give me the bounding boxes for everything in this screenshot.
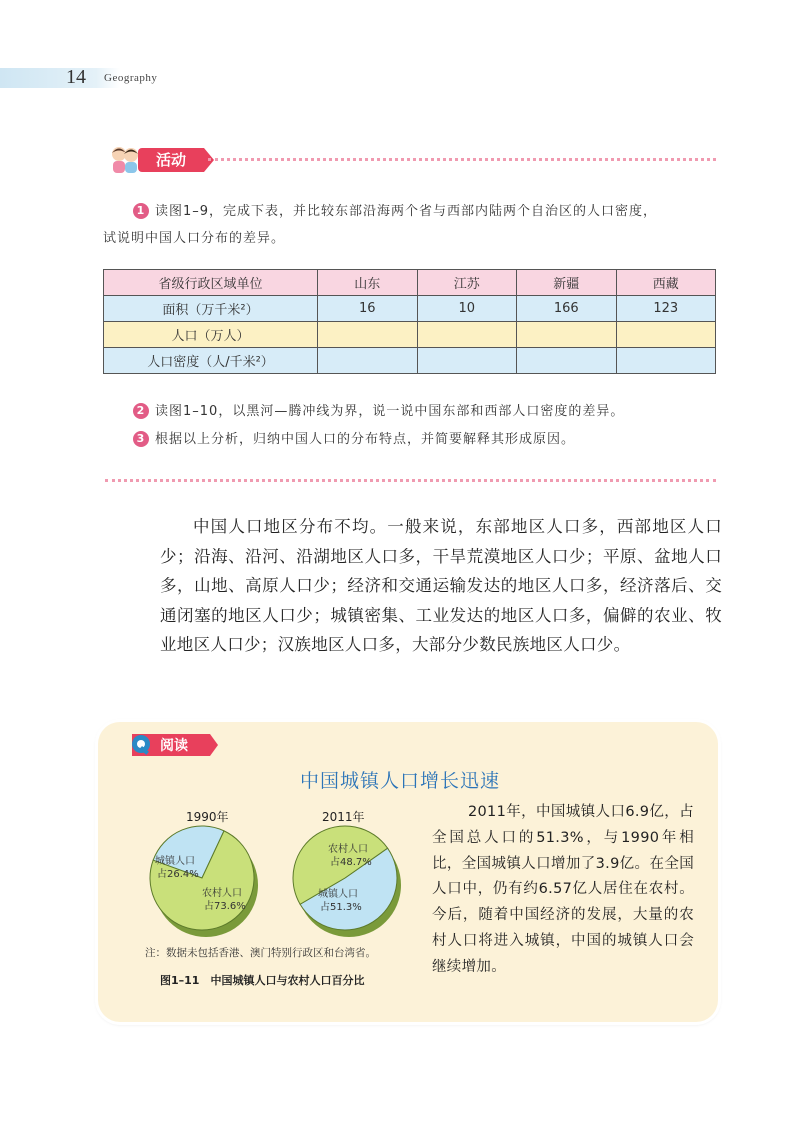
table-cell (417, 322, 517, 348)
pie1-year: 1990年 (186, 810, 229, 824)
table-row (104, 348, 716, 374)
table-cell: 166 (517, 296, 617, 322)
table-cell: 新疆 (517, 270, 617, 296)
table-cell (616, 322, 716, 348)
reading-title: 中国城镇人口增长迅速 (299, 770, 500, 792)
table-cell (417, 348, 517, 374)
table-row (104, 296, 716, 322)
pie2-rural-label: 农村人口 (328, 844, 368, 855)
reading-label: 阅读 (160, 738, 188, 754)
table-row (104, 322, 716, 348)
table-cell (517, 348, 617, 374)
pie2-rural-pct: 占48.7% (330, 857, 372, 868)
pie-charts (140, 820, 430, 945)
pie2-year: 2011年 (322, 810, 365, 824)
pie1-urban-label: 城镇人口 (155, 856, 195, 867)
chart-note: 注：数据未包括香港、澳门特别行政区和台湾省。 (145, 947, 376, 959)
table-cell: 山东 (318, 270, 418, 296)
question-2: 2 读图1–10，以黑河—腾冲线为界，说一说中国东部和西部人口密度的差异。 (133, 401, 723, 423)
header-bar (0, 68, 120, 88)
reading-text: 2011年，中国城镇人口6.9亿，占全国总人口的51.3%，与1990年相比，全国城镇人口增加了3.9亿。在全国人口中，仍有约6.57亿人居住在农村。今后，随着中国经济的发展，大量的农村人口将进入城镇，中国的城镇人口会继续增加。 (432, 804, 694, 975)
question-1-cont: 试说明中国人口分布的差异。 (103, 231, 286, 246)
table-cell (318, 322, 418, 348)
number-2-icon: 2 (133, 403, 149, 419)
question-1: 1 读图1–9，完成下表，并比较东部沿海两个省与西部内陆两个自治区的人口密度， (133, 201, 723, 223)
table-cell: 10 (417, 296, 517, 322)
question-3: 3 根据以上分析，归纳中国人口的分布特点，并简要解释其形成原因。 (133, 429, 723, 451)
data-table (103, 269, 716, 374)
table-cell (318, 348, 418, 374)
number-1-icon: 1 (133, 203, 149, 219)
subject-label: Geography (104, 72, 158, 84)
page-number: 14 (66, 66, 86, 88)
table-cell: 面积（万千米²） (104, 296, 318, 322)
table-cell: 西藏 (616, 270, 716, 296)
pie-2011 (293, 826, 401, 937)
pie2-urban-pct: 占51.3% (320, 902, 362, 913)
table-cell (517, 322, 617, 348)
pie1-rural-pct: 占73.6% (204, 901, 246, 912)
table-cell (616, 348, 716, 374)
table-cell: 省级行政区域单位 (104, 270, 318, 296)
dotted-divider-bottom (105, 479, 716, 482)
table-cell: 人口（万人） (104, 322, 318, 348)
pie1-urban-pct: 占26.4% (157, 869, 199, 880)
body-paragraph: 中国人口地区分布不均。一般来说，东部地区人口多，西部地区人口少；沿海、沿河、沿湖地区人口多，干旱荒漠地区人口少；平原、盆地人口多，山地、高原人口少；经济和交通运输发达的地区人口多，经济落后、交通闭塞的地区人口少；城镇密集、工业发达的地区人口多，偏僻的农业、牧业地区人口少；汉族地区人口多，大部分少数民族地区人口少。 (160, 517, 722, 655)
activity-label: 活动 (138, 148, 204, 172)
table-cell: 江苏 (417, 270, 517, 296)
table-cell: 16 (318, 296, 418, 322)
pie2-urban-label: 城镇人口 (318, 889, 358, 900)
kids-icon (108, 142, 142, 176)
number-3-icon: 3 (133, 431, 149, 447)
pie1-rural-label: 农村人口 (202, 888, 242, 899)
figure-caption: 图1–11 中国城镇人口与农村人口百分比 (160, 974, 365, 987)
dotted-divider-top (208, 158, 716, 161)
table-row (104, 270, 716, 296)
pie-1990 (150, 826, 258, 937)
table-cell: 123 (616, 296, 716, 322)
table-cell: 人口密度（人/千米²） (104, 348, 318, 374)
reading-badge (128, 732, 218, 758)
